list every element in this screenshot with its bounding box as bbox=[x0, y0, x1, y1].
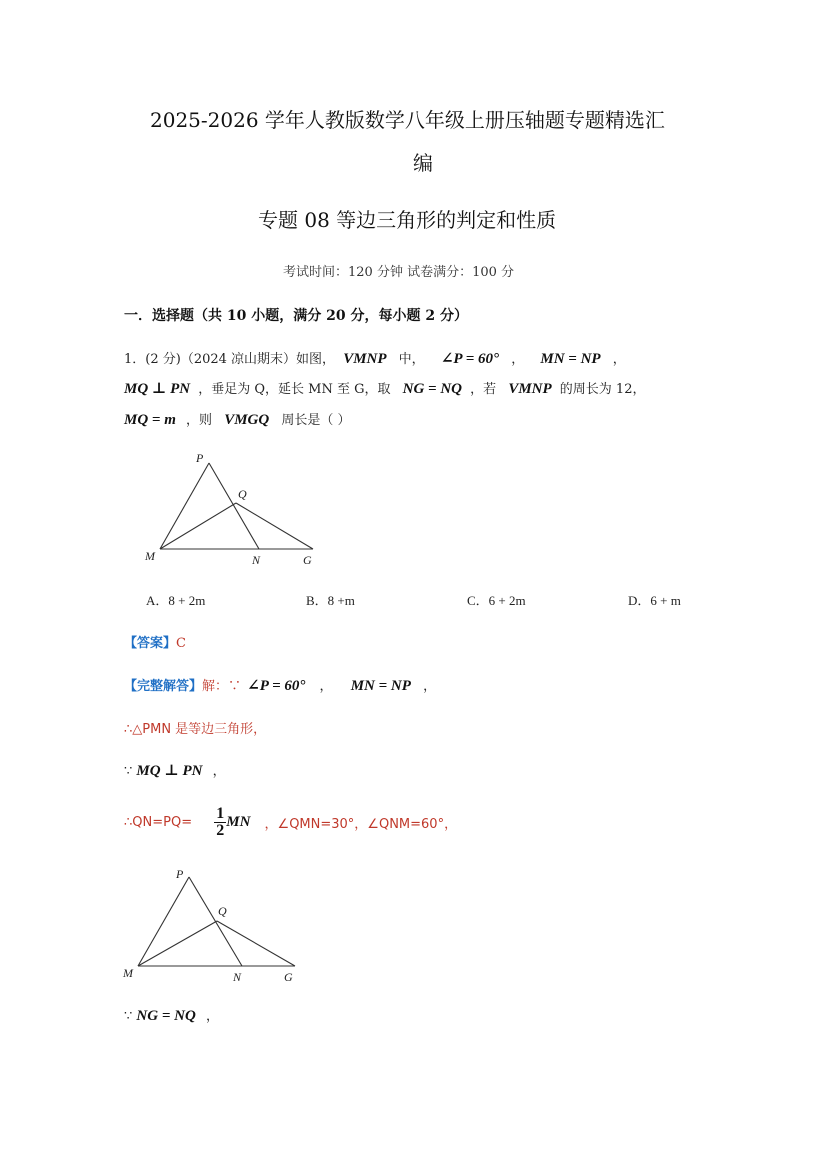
question-line-3 bbox=[124, 409, 350, 429]
triangle-figure-1 bbox=[140, 445, 330, 575]
question-line-1 bbox=[124, 348, 626, 368]
solution-because: ∵ bbox=[124, 764, 133, 779]
solution-angles: ，∠QMN=30°，∠QNM=60°， bbox=[264, 817, 458, 832]
question-text: ， bbox=[612, 352, 626, 367]
label-g: G bbox=[284, 970, 293, 984]
solution-line-3 bbox=[124, 760, 226, 780]
math-mn: MN bbox=[226, 814, 251, 830]
solution-sep: ， bbox=[319, 679, 333, 694]
question-text: 中， bbox=[398, 352, 425, 367]
answer-tag: 【答案】 bbox=[124, 636, 177, 651]
option-a: A．8 + 2m bbox=[146, 593, 206, 608]
fraction-denominator: 2 bbox=[216, 822, 225, 839]
solution-line-1 bbox=[124, 675, 436, 695]
question-text: ， bbox=[511, 352, 525, 367]
exam-info: 考试时间：120 分钟 试卷满分：100 分 bbox=[283, 265, 515, 280]
math-angle-p: ∠P = 60° bbox=[247, 678, 306, 694]
solution-intro: 解：∵ bbox=[202, 679, 242, 694]
question-line-2 bbox=[124, 378, 645, 398]
fraction-numerator: 1 bbox=[216, 805, 225, 822]
answer-line bbox=[124, 632, 186, 651]
label-p: P bbox=[196, 451, 204, 465]
label-q: Q bbox=[218, 904, 227, 918]
solution-sep: ， bbox=[205, 1009, 219, 1024]
question-prefix: 1．(2 分)（2024 凉山期末）如图， bbox=[124, 352, 336, 367]
math-vmnp: VMNP bbox=[343, 351, 387, 367]
question-text: ，若 bbox=[470, 382, 497, 397]
solution-line-4 bbox=[124, 806, 457, 839]
label-q: Q bbox=[238, 487, 247, 501]
math-vmnp: VMNP bbox=[508, 381, 552, 397]
solution-qn-pq: ∴QN=PQ= bbox=[124, 815, 193, 830]
question-text: 的周长为 12， bbox=[559, 382, 646, 397]
label-m: M bbox=[145, 549, 155, 563]
question-text: ，垂足为 Q，延长 MN 至 G，取 bbox=[198, 382, 391, 397]
math-mn-np: MN = NP bbox=[350, 678, 411, 694]
math-mn-np: MN = NP bbox=[540, 351, 601, 367]
answer-value: C bbox=[176, 636, 186, 651]
label-p: P bbox=[176, 867, 184, 881]
math-ng-nq: NG = NQ bbox=[136, 1008, 196, 1024]
document-title-line1: 2025-2026 学年人教版数学八年级上册压轴题专题精选汇 bbox=[150, 108, 665, 132]
solution-line-2: ∴△PMN 是等边三角形， bbox=[124, 722, 267, 737]
math-angle-p: ∠P = 60° bbox=[440, 351, 500, 367]
question-text: ，则 bbox=[186, 413, 213, 428]
document-title-line2: 编 bbox=[413, 151, 433, 175]
solution-line-5 bbox=[124, 1005, 219, 1025]
document-subtitle: 专题 08 等边三角形的判定和性质 bbox=[258, 208, 557, 232]
triangle-figure-2 bbox=[118, 862, 308, 992]
label-g: G bbox=[303, 553, 312, 567]
solution-sep: ， bbox=[212, 764, 226, 779]
math-mq-perp-pn: MQ ⊥ PN bbox=[124, 381, 191, 397]
solution-tag: 【完整解答】 bbox=[124, 679, 203, 694]
solution-sep: ， bbox=[423, 679, 437, 694]
label-n: N bbox=[252, 553, 261, 567]
label-m: M bbox=[123, 966, 133, 980]
option-c: C．6 + 2m bbox=[467, 593, 526, 608]
option-b: B．8 +m bbox=[306, 593, 355, 608]
math-mq-perp-pn: MQ ⊥ PN bbox=[136, 763, 203, 779]
math-ng-nq: NG = NQ bbox=[402, 381, 463, 397]
option-d: D．6 + m bbox=[628, 593, 681, 608]
label-n: N bbox=[233, 970, 242, 984]
solution-because: ∵ bbox=[124, 1009, 133, 1024]
fraction-one-half bbox=[214, 806, 226, 839]
math-vmgq: VMGQ bbox=[224, 412, 270, 428]
math-mq-m: MQ = m bbox=[124, 412, 176, 428]
question-text: 周长是（ ） bbox=[281, 413, 351, 428]
section-heading: 一．选择题（共 10 小题，满分 20 分，每小题 2 分） bbox=[124, 308, 468, 324]
